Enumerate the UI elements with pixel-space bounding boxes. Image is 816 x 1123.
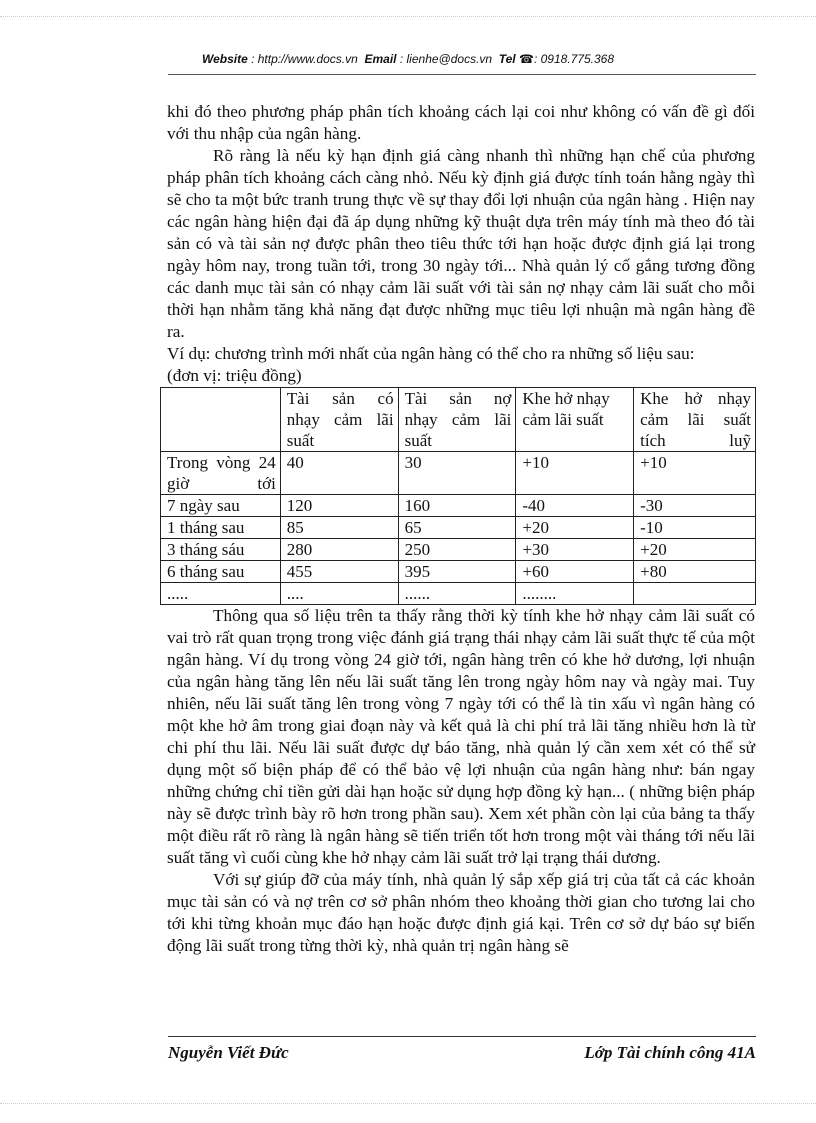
header-cell: Khe hở nhạy cảm lãi suất [516,388,634,452]
table-header-row [161,388,756,452]
table-cell: 7 ngày sau [161,495,281,517]
table-cell: 160 [398,495,516,517]
table-cell: 3 tháng sáu [161,539,281,561]
table-cell: +60 [516,561,634,583]
unit-note: (đơn vị: triệu đồng) [167,366,302,385]
table-cell: 40 [280,452,398,495]
header-cell: Tài sản có nhạy cảm lãi suất [280,388,398,452]
table-row [161,495,756,517]
table-cell: +10 [634,452,756,495]
table-cell: 455 [280,561,398,583]
footer-author: Nguyễn Viết Đức [168,1043,289,1062]
table-cell: +30 [516,539,634,561]
table-cell: -10 [634,517,756,539]
page-header [0,52,816,66]
paragraph-3: Thông qua số liệu trên ta thấy rằng thời kỳ tính khe hở nhạy cảm lãi suất có vai trò rất quan trọng trong việc đánh giá trạng thái nhạy cảm lãi suất thực tế của một ngân hàng. Ví dụ trong vòng 24 giờ tới, ngân hàng trên có khe hở dương, lợi nhuận của ngân hàng tăng lên nếu lãi suất tăng lên trong ngày hôm nay và ngày mai. Tuy nhiên, nếu lãi suất tăng lên trong vòng 7 ngày tới có thể là tin xấu vì ngân hàng có một khe hở âm trong giai đoạn này và kết quả là chi phí trả lãi tăng nhiều hơn là từ chi phí thu lãi. Nếu lãi suất được dự báo tăng, nhà quản lý cần xem xét có thể sử dụng một số biện pháp để có thể bảo vệ lợi nhuận của ngân hàng như: bán ngay những chứng chỉ tiền gửi dài hạn hoặc sử dụng hợp đồng kỳ hạn... ( những biện pháp này sẽ được trình bày rõ hơn trong phần sau). Xem xét phần còn lại của bảng ta thấy một điều rất rõ ràng là ngân hàng sẽ tiến triển tốt hơn trong một vài tháng tới nếu lãi suất tăng vì cuối cùng khe hở nhạy cảm lãi suất trở lại trạng thái dương. [167,606,755,867]
table-cell: -30 [634,495,756,517]
website-label: Website [201,52,248,66]
decorative-dotted-line [0,16,816,17]
table-cell: 1 tháng sau [161,517,281,539]
example-intro: Ví dụ: chương trình mới nhất của ngân hàng có thể cho ra những số liệu sau: [167,344,695,363]
table-row [161,539,756,561]
paragraph-1: khi đó theo phương pháp phân tích khoảng cách lại coi như không có vấn đề gì đối với thu nhập của ngân hàng. [167,102,755,143]
table-cell: +20 [516,517,634,539]
header-cell: Khe hở nhạy cảm lãi suất tích luỹ [634,388,756,452]
header-divider [168,74,756,75]
footer-divider [168,1036,756,1037]
table-row [161,452,756,495]
table-cell: 6 tháng sau [161,561,281,583]
table-cell [634,583,756,605]
table-cell: 30 [398,452,516,495]
website-value[interactable]: : http://www.docs.vn [251,52,358,66]
table-cell: 85 [280,517,398,539]
paragraph-4: Với sự giúp đỡ của máy tính, nhà quản lý sắp xếp giá trị của tất cả các khoản mục tài sản có và nợ trên cơ sở phân nhóm theo khoảng thời gian cho tương lai cho tới khi từng khoản mục đáo hạn hoặc được định giá kại. Trên cơ sở dự báo sự biến động lãi suất trong từng thời kỳ, nhà quản trị ngân hàng sẽ [167,870,755,955]
table-row [161,517,756,539]
document-body [167,101,755,957]
table-cell: 280 [280,539,398,561]
table-cell: 250 [398,539,516,561]
phone-icon: ☎ [519,52,534,66]
table-cell: 120 [280,495,398,517]
email-label: Email [364,52,397,66]
table-cell: 395 [398,561,516,583]
table-cell: ........ [516,583,634,605]
table-cell: +20 [634,539,756,561]
table-cell: +10 [516,452,634,495]
table-row [161,583,756,605]
table-cell: 65 [398,517,516,539]
decorative-dotted-line [0,1103,816,1104]
table-cell: ..... [161,583,281,605]
footer-class: Lớp Tài chính công 41A [584,1043,756,1062]
tel-value: : 0918.775.368 [533,52,615,66]
header-cell: Tài sản nợ nhạy cảm lãi suất [398,388,516,452]
table-cell: .... [280,583,398,605]
header-cell [161,388,281,452]
sensitivity-table [160,387,756,605]
table-cell: Trong vòng 24 giờ tới [161,452,281,495]
table-cell: ...... [398,583,516,605]
table-row [161,561,756,583]
table-cell: -40 [516,495,634,517]
paragraph-2: Rõ ràng là nếu kỳ hạn định giá càng nhanh thì những hạn chế của phương pháp phân tích khoảng cách càng nhỏ. Nếu kỳ định giá được tính toán hằng ngày thì sẽ cho ta một bức tranh trung thực về sự thay đổi lợi nhuận của ngân hàng . Hiện nay các ngân hàng hiện đại đã áp dụng những kỹ thuật dựa trên máy tính mà theo đó tài sản có và tài sản nợ được phân theo tiêu thức tới hạn hoặc được định giá lại trong ngày hôm nay, trong tuần tới, trong 30 ngày tới... Nhà quản lý cố gắng tương đồng các danh mục tài sản có nhạy cảm lãi suất với tài sản nợ nhạy cảm lãi suất cho mỗi thời hạn nhằm tăng khả năng đạt được những mục tiêu lợi nhuận mà ngân hàng đề ra. [167,146,755,341]
email-value[interactable]: : lienhe@docs.vn [399,52,493,66]
table-cell: +80 [634,561,756,583]
tel-label: Tel [498,52,516,66]
